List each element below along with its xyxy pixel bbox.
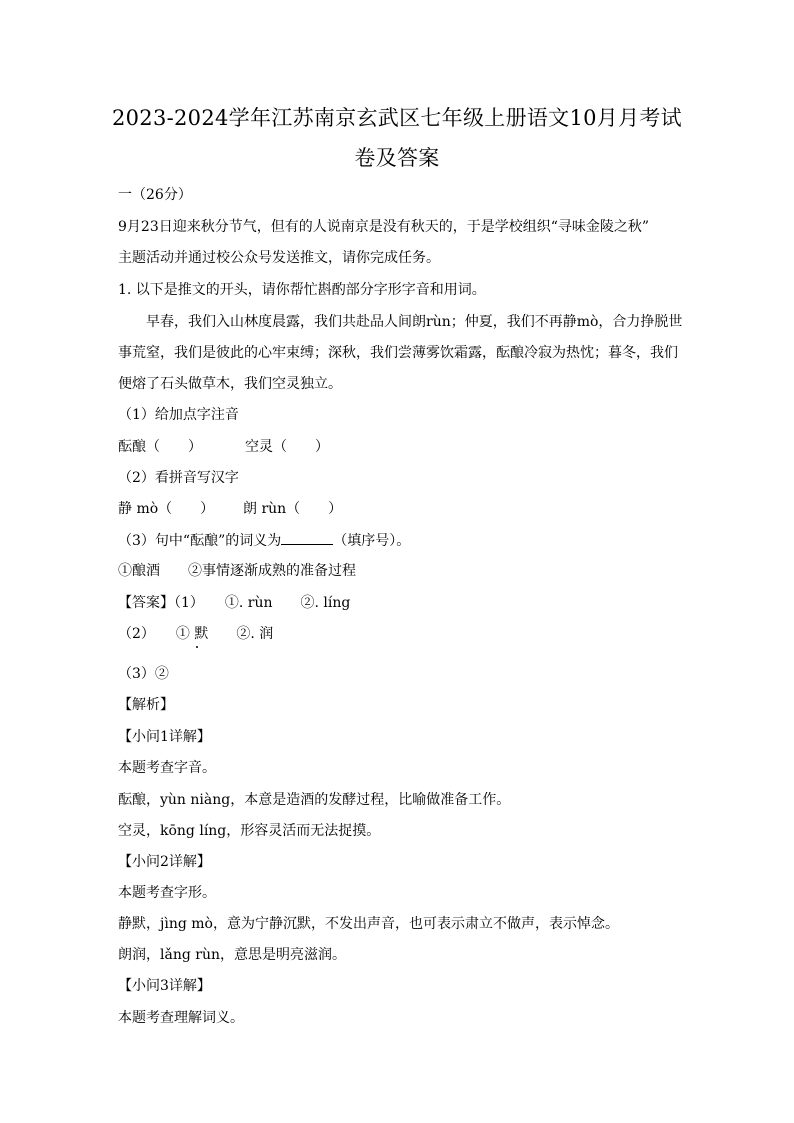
analysis-part-1-header: 【小问1详解】 <box>118 729 211 745</box>
analysis-part-2-line-b: 朗润，lǎng rùn，意思是明亮滋润。 <box>118 947 346 963</box>
analysis-part-2-intro: 本题考查字形。 <box>118 885 216 901</box>
analysis-part-2-header: 【小问2详解】 <box>118 854 211 870</box>
document-title-line-1: 2023-2024学年江苏南京玄武区七年级上册语文10月月考试 <box>111 106 682 130</box>
section-intro-line-2: 主题活动并通过校公众号发送推文，请你完成任务。 <box>118 250 440 266</box>
passage-line-3: 便熔了石头做草木，我们空灵独立。 <box>118 376 342 392</box>
answer-line-1: 【答案】（1） ①. rùn ②. líng <box>118 595 351 611</box>
section-header: 一（26分） <box>118 187 192 203</box>
analysis-part-3-intro: 本题考查理解词义。 <box>118 1010 244 1026</box>
analysis-part-1-intro: 本题考查字音。 <box>118 760 216 776</box>
sub-question-1-label: （1）给加点字注音 <box>118 407 239 423</box>
analysis-header: 【解析】 <box>118 697 174 713</box>
analysis-part-2-line-a: 静默，jìng mò，意为宁静沉默，不发出声音，也可表示肃立不做声，表示悼念。 <box>118 916 619 932</box>
sub-question-3-prefix: （3）句中“酝酿”的词义为 <box>118 533 282 549</box>
answer-blank <box>281 530 333 545</box>
passage-line-2: 事荒窒，我们是彼此的心牢束缚；深秋，我们尝薄雾饮霜露，酝酿冷寂为热忱；暮冬，我们 <box>118 345 678 361</box>
sub-question-2-item-a: 静 mò（ ） <box>118 501 215 517</box>
question-stem: 1. 以下是推文的开头，请你帮忙斟酌部分字形字音和用词。 <box>118 282 486 298</box>
answer-line-3: （3）② <box>118 666 169 682</box>
emphasis-dot <box>196 646 198 648</box>
sub-question-2-item-b: 朗 rùn（ ） <box>243 501 343 517</box>
passage-line-1: 早春，我们入山林度晨露，我们共赴品人间朗rùn；仲夏，我们不再静mò，合力挣脱世 <box>146 314 683 330</box>
document-title-line-2: 卷及答案 <box>354 146 440 170</box>
sub-question-2-label: （2）看拼音写汉字 <box>118 470 239 486</box>
answer-line-2: （2） ① 默 ②. 润 <box>118 626 274 642</box>
sub-question-1-item-b: 空灵（ ） <box>245 439 329 455</box>
sub-question-3-suffix: （填序号）。 <box>333 533 411 549</box>
analysis-part-3-header: 【小问3详解】 <box>118 978 211 994</box>
analysis-part-1-line-a: 酝酿，yùn niàng，本意是造酒的发酵过程，比喻做准备工作。 <box>118 792 511 808</box>
sub-question-3-options: ①酿酒 ②事情逐渐成熟的准备过程 <box>118 563 356 579</box>
sub-question-1-item-a: 酝酿（ ） <box>118 439 202 455</box>
section-intro-line-1: 9月23日迎来秋分节气，但有的人说南京是没有秋天的，于是学校组织“寻味金陵之秋” <box>118 219 650 235</box>
sub-question-3 <box>118 530 410 551</box>
analysis-part-1-line-b: 空灵，kōng líng，形容灵活而无法捉摸。 <box>118 823 381 839</box>
